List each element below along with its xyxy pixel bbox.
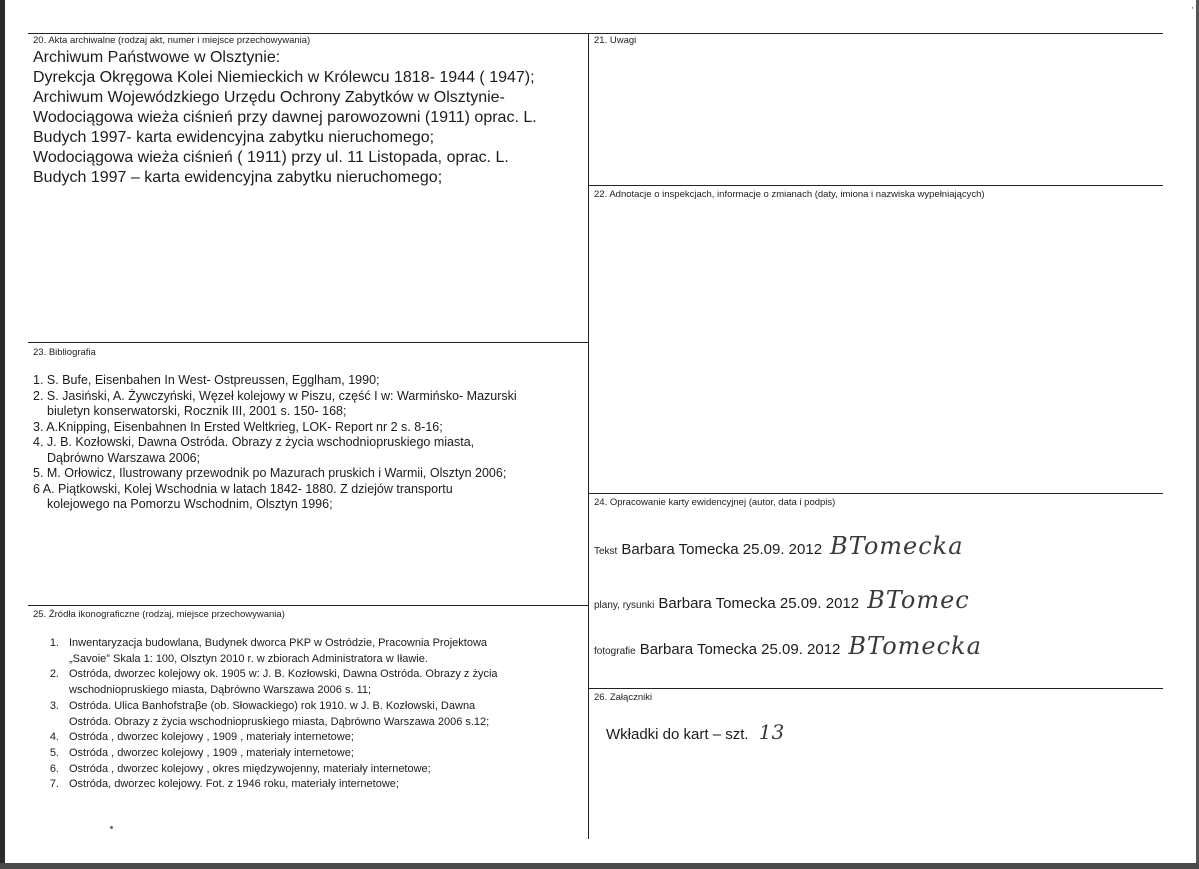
author-value: Barbara Tomecka 25.09. 2012 [621, 541, 823, 558]
iconography-list [33, 636, 498, 793]
section-20-label: 20. Akta archiwalne (rodzaj akt, numer i miejsce przechowywania) [33, 35, 311, 46]
divider-21-22 [588, 185, 1163, 186]
archive-line: Wodociągowa wieża ciśnień przy dawnej parowozowni (1911) oprac. L. [33, 109, 537, 126]
bibliography-item-cont: Dąbrówno Warszawa 2006; [47, 450, 201, 465]
iconography-item-cont: Ostróda. Obrazy z życia wschodniopruskiego miasta, Dąbrówno Warszawa 2006 s.12; [69, 715, 490, 728]
archive-line: Archiwum Państwowe w Olsztynie: [33, 49, 281, 66]
archive-line: Dyrekcja Okręgowa Kolei Niemieckich w Królewcu 1818- 1944 ( 1947); [33, 69, 535, 86]
attachments-count-handwritten: 13 [758, 720, 785, 744]
row-prefix: Tekst [594, 546, 618, 557]
top-border [28, 33, 1163, 34]
iconography-item: 2. Ostróda, dworzec kolejowy ok. 1905 w: J. B. Kozłowski, Dawna Ostróda. Obrazy z życia [49, 668, 498, 681]
iconography-item-cont: „Savoie” Skala 1: 100, Olsztyn 2010 r. w zbiorach Administratora w Iławie. [69, 652, 428, 665]
bibliography-item: 5. M. Orłowicz, Ilustrowany przewodnik po Mazurach pruskich i Warmii, Olsztyn 2006; [33, 466, 507, 480]
section-25-label: 25. Źródła ikonograficzne (rodzaj, miejsce przechowywania) [33, 609, 285, 620]
archive-line: Budych 1997 – karta ewidencyjna zabytku nieruchomego; [33, 169, 443, 186]
section-24-label: 24. Opracowanie karty ewidencyjnej (autor, data i podpis) [594, 497, 836, 508]
divider-23-25 [28, 605, 588, 606]
attachments-text: Wkładki do kart – szt. [606, 726, 749, 743]
scan-edge-bottom [0, 863, 1199, 869]
author-value: Barbara Tomecka 25.09. 2012 [658, 595, 860, 612]
section-21-label: 21. Uwagi [594, 35, 637, 46]
iconography-item: 4. Ostróda , dworzec kolejowy , 1909 , materiały internetowe; [49, 731, 354, 744]
row-prefix: plany, rysunki [594, 600, 655, 611]
bibliography-item: 4. J. B. Kozłowski, Dawna Ostróda. Obrazy z życia wschodniopruskiego miasta, [33, 435, 475, 449]
divider-20-23 [28, 342, 588, 343]
attachments-line [606, 720, 784, 744]
author-plans-row [594, 586, 970, 614]
bibliography-item: 1. S. Bufe, Eisenbahen In West- Ostpreussen, Egglham, 1990; [33, 373, 380, 387]
author-photos-row [594, 632, 982, 660]
divider-24-26 [588, 688, 1163, 689]
handwritten-signature: BTomecka [848, 632, 982, 660]
author-text-row [594, 532, 964, 560]
section-22-label: 22. Adnotacje o inspekcjach, informacje o zmianach (daty, imiona i nazwiska wypełniających) [594, 189, 985, 200]
handwritten-signature: BTomec [867, 586, 970, 614]
center-divider [588, 33, 589, 839]
archive-line: Budych 1997- karta ewidencyjna zabytku nieruchomego; [33, 129, 435, 146]
row-prefix: fotografie [594, 646, 636, 657]
bibliography-item-cont: kolejowego na Pomorzu Wschodnim, Olsztyn 1996; [47, 497, 333, 511]
author-value: Barbara Tomecka 25.09. 2012 [639, 641, 841, 658]
bibliography-item: 6 A. Piątkowski, Kolej Wschodnia w latach 1842- 1880. Z dziejów transportu [33, 481, 453, 496]
iconography-item: 5. Ostróda , dworzec kolejowy , 1909 , materiały internetowe; [49, 746, 354, 759]
iconography-item: 3. Ostróda. Ulica Banhofstraβe (ob. Słowackiego) rok 1910. w J. B. Kozłowski, Dawna [49, 699, 476, 712]
bibliography-item: 2. S. Jasiński, A. Żywczyński, Węzeł kolejowy w Piszu, część I w: Warmińsko- Mazurski [33, 388, 517, 403]
section-26-label: 26. Załączniki [594, 692, 653, 703]
bibliography-list [33, 373, 517, 513]
handwritten-signature: BTomecka [830, 532, 964, 560]
archive-line: Archiwum Wojewódzkiego Urzędu Ochrony Zabytków w Olsztynie- [33, 89, 505, 106]
divider-22-24 [588, 493, 1163, 494]
section-20-content [33, 48, 537, 188]
section-23-label: 23. Bibliografia [33, 347, 96, 358]
scan-speck [110, 826, 113, 829]
bibliography-item-cont: biuletyn konserwatorski, Rocznik III, 2001 s. 150- 168; [47, 404, 347, 418]
iconography-item: 7. Ostróda, dworzec kolejowy. Fot. z 1946 roku, materiały internetowe; [49, 778, 399, 791]
iconography-item: 6. Ostróda , dworzec kolejowy , okres międzywojenny, materiały internetowe; [49, 762, 431, 775]
corner-mark: ' [1191, 6, 1193, 15]
bibliography-item: 3. A.Knipping, Eisenbahnen In Ersted Weltkrieg, LOK- Report nr 2 s. 8-16; [33, 419, 443, 434]
iconography-item: 1. Inwentaryzacja budowlana, Budynek dworca PKP w Ostródzie, Pracownia Projektowa [49, 637, 488, 649]
archive-line: Wodociągowa wieża ciśnień ( 1911) przy ul. 11 Listopada, oprac. L. [33, 149, 509, 166]
scan-edge-left [0, 0, 5, 869]
iconography-item-cont: wschodniopruskiego miasta, Dąbrówno Warszawa 2006 s. 11; [69, 684, 372, 697]
